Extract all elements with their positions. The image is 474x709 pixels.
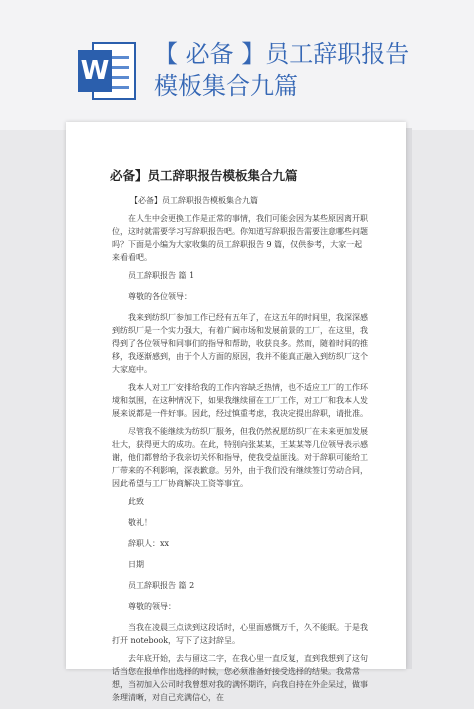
salutation: 尊敬的各位领导： bbox=[128, 292, 192, 301]
paragraph: 在人生中会更换工作是正常的事情，我们可能会因为某些原因离开职位，这时就需要学习写辞职报告吧。你知道写辞职报告需要注意哪些问题吗？下面是小编为大家收集的员工辞职报告 9 篇，仅供参考，大家一起来看看吧。 bbox=[112, 214, 368, 262]
banner bbox=[0, 0, 474, 130]
banner-title-line-1: 【 必备 】员工辞职报告 bbox=[154, 40, 410, 68]
document-title: 必备】员工辞职报告模板集合九篇 bbox=[110, 168, 298, 183]
banner-title-line-2: 模板集合九篇 bbox=[154, 72, 298, 100]
document-subtitle: 【必备】员工辞职报告模板集合九篇 bbox=[130, 196, 258, 205]
word-document-icon bbox=[78, 42, 136, 100]
paragraph: 尽管我不能继续为纺织厂服务，但我仍然祝愿纺织厂在未来更加发展壮大，获得更大的成功。在此，特别向张某某，王某某等几位领导表示感谢，他们都曾给予我亲切关怀和指导，使我受益匪浅。对于辞职可能给工厂带来的不利影响，深表歉意。另外，由于我们没有继续签订劳动合同，因此希望与工厂协商解决工资等事宜。 bbox=[112, 427, 368, 488]
section-heading: 员工辞职报告 篇 2 bbox=[128, 581, 195, 590]
paragraph: 我本人对工厂安排给我的工作内容缺乏热情，也不适应工厂的工作环境和氛围，在这种情况下，如果我继续留在工厂工作，对工厂和我本人发展来说都是一件好事。因此，经过慎重考虑，我决定提出辞职，请批准。 bbox=[112, 383, 368, 418]
section-heading: 员工辞职报告 篇 1 bbox=[128, 271, 195, 280]
signature: 辞职人：xx bbox=[128, 539, 170, 548]
salutation: 尊敬的领导： bbox=[128, 602, 176, 611]
paragraph: 去年底开始，去与留这二字，在我心里一直反复，直到我想到了这句话当您在报单作出选择的时候，您必须准备好接受选择的结果。我常常想，当初加入公司时我曾想对我的满怀期许，向我自持在外企呆过，做事条理清晰，对自己充满信心，在 bbox=[112, 654, 368, 702]
closing: 此致 bbox=[128, 497, 144, 506]
paragraph: 我来到纺织厂参加工作已经有五年了，在这五年的时间里，我深深感到纺织厂是一个实力强大，有着广阔市场和发展前景的工厂，在这里，我得到了各位领导和同事们的指导和帮助，收获良多。然而，随着时间的推移，我逐渐感到，由于个人方面的原因，我并不能真正融入到纺织厂这个大家庭中。 bbox=[112, 313, 368, 374]
closing: 敬礼！ bbox=[128, 518, 152, 527]
document-page[interactable] bbox=[66, 122, 406, 702]
date: 日期 bbox=[128, 560, 144, 569]
document-body bbox=[112, 194, 370, 709]
banner-title bbox=[154, 38, 454, 102]
paragraph: 当我在凌晨三点读到这段话时，心里面感慨万千，久不能眠。于是我打开 notebook，写下了这封辞呈。 bbox=[112, 623, 368, 645]
word-letter: W bbox=[78, 50, 112, 92]
